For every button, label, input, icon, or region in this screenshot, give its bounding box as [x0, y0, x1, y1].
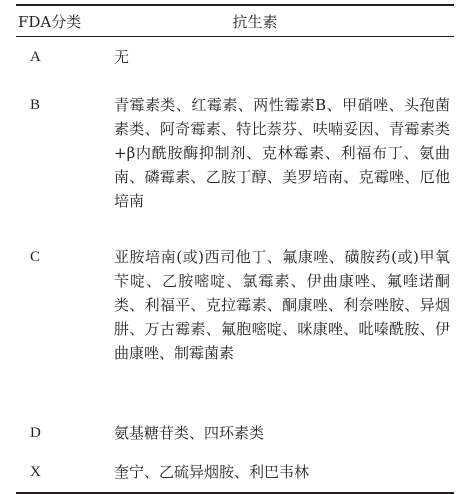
- header-fda-category: FDA分类: [18, 12, 82, 31]
- table-row: [16, 237, 454, 413]
- table-row: [16, 85, 454, 237]
- row-category: C: [30, 249, 41, 265]
- row-antibiotics: 氨基糖苷类、四环素类: [114, 424, 265, 442]
- row-category: X: [30, 464, 41, 480]
- header-antibiotics: 抗生素: [232, 12, 278, 31]
- row-category: A: [30, 49, 41, 65]
- fda-antibiotic-table: [16, 4, 454, 494]
- table-row: [16, 413, 454, 452]
- table-header-row: [16, 6, 454, 36]
- table-row: [16, 452, 454, 492]
- row-category: D: [30, 425, 41, 441]
- table-row: [16, 37, 454, 85]
- row-antibiotics: 奎宁、乙硫异烟胺、利巴韦林: [114, 463, 310, 481]
- row-antibiotics: 亚胺培南(或)西司他丁、氟康唑、磺胺药(或)甲氧苄啶、乙胺嘧啶、氯霉素、伊曲康唑、氟喹诺酮类、利福平、克拉霉素、酮康唑、利奈唑胺、异烟肼、万古霉素、氟胞嘧啶、咪康唑、吡嗪酰胺、伊曲康唑、制霉菌素: [114, 248, 450, 362]
- row-category: B: [30, 97, 41, 113]
- row-antibiotics: 青霉素类、红霉素、两性霉素B、甲硝唑、头孢菌素类、阿奇霉素、特比萘芬、呋喃妥因、青霉素类+β内酰胺酶抑制剂、克林霉素、利福布丁、氨曲南、磷霉素、乙胺丁醇、美罗培南、克霉唑、厄他培南: [114, 96, 450, 210]
- row-antibiotics: 无: [114, 48, 130, 66]
